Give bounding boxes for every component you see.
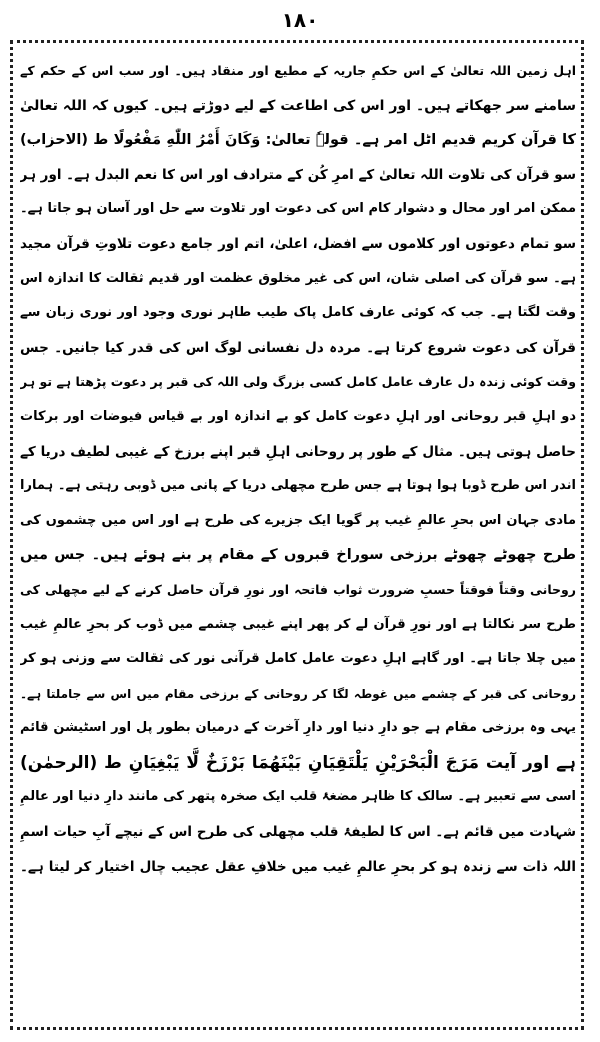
text-line: شہادت میں قائم ہے۔ اس کا لطیفۂ قلب مچھلی کی طرح اس کے نیچے آبِ حیات اسمِ — [20, 824, 576, 841]
text-line: میں چلا جاتا ہے۔ اور گاہے اہلِ دعوت عامل کامل قرآنی نور کی ثقالت سے وزنی ہو کر — [20, 651, 576, 667]
text-line: سامنے سر جھکاتے ہیں۔ اور اس کی اطاعت کے لیے دوڑتے ہیں۔ کیوں کہ اللہ تعالیٰ — [20, 97, 576, 114]
page-text — [20, 54, 576, 1024]
text-line: مادی جہان اس بحرِ عالمِ غیب پر گویا ایک جزیرے کی طرح ہے اور اس میں چشموں کی — [20, 512, 576, 528]
text-line: دو اہلِ قبر روحانی اور اہلِ دعوت کامل کو بے اندازہ اور بے قیاس فیوضات اور برکات — [20, 408, 576, 424]
text-line: حاصل ہوتی ہیں۔ مثال کے طور پر روحانی اہلِ قبر اپنے برزخ کے غیبی لطیف دریا کے — [20, 443, 576, 460]
text-line: ہے۔ سو قرآن کی اصلی شان، اس کی غیر مخلوق عظمت اور قدیم ثقالت کا اندازہ اس — [20, 270, 576, 286]
text-line: اللہ ذات سے زندہ ہو کر بحرِ عالمِ غیب میں خلافِ عقل عجیب چال اختیار کر لیتا ہے۔ — [20, 858, 576, 875]
text-line: قرآن کی دعوت شروع کرتا ہے۔ مردہ دل نفسانی لوگ اس کی قدر کیا جانیں۔ جس — [20, 339, 576, 356]
page-number: ۱۸۰ — [281, 8, 319, 32]
text-line: سو تمام دعوتوں اور کلاموں سے افضل، اعلیٰ، اتم اور جامع دعوت تلاوتِ قرآن مجید — [20, 235, 576, 252]
text-line: وقت لگتا ہے۔ جب کہ کوئی عارف کامل پاک طیب طاہر نوری وجود اور نوری زبان سے — [20, 305, 576, 321]
text-line: طرح چھوٹے چھوٹے برزخی سوراخ قبروں کے مقام پر بنے ہوئے ہیں۔ جس میں — [20, 547, 576, 564]
text-line: اندر اس طرح ڈوبا ہوا ہوتا ہے جس طرح مچھلی دریا کے پانی میں ڈوبی رہتی ہے۔ ہمارا — [20, 478, 576, 494]
text-line: اسی سے تعبیر ہے۔ سالک کا ظاہر مضغۂ قلب ایک صخرہ پتھر کی مانند دارِ دنیا اور عالمِ — [20, 789, 576, 805]
text-line: وقت کوئی زندہ دل عارف عامل کامل کسی بزرگ ولی اللہ کی قبر پر دعوت پڑھتا ہے تو ہر — [20, 374, 576, 390]
text-line: روحانی کی قبر کے چشمے میں غوطہ لگا کر روحانی کے برزخی مقام میں اس سے جاملتا ہے۔ — [20, 686, 576, 701]
text-line: طرح سر نکالتا ہے اور نورِ قرآن لے کر پھر اپنے غیبی چشمے میں ڈوب کر بحرِ عالمِ غیب — [20, 616, 576, 632]
text-line: اہل زمین اللہ تعالیٰ کے اس حکمِ جاریہ کے مطیع اور منقاد ہیں۔ اور سب اس کے حکم کے — [20, 63, 576, 78]
text-line: کا قرآن کریم قدیم اٹل امر ہے۔ قولہٗ تعالیٰ: وَكَانَ أَمْرُ اللّٰهِ مَفْعُولًا ط (الاحزاب) — [20, 132, 576, 149]
text-line: یہی وہ برزخی مقام ہے جو دارِ دنیا اور دارِ آخرت کے درمیان بطور پل اور اسٹیشن قائم — [20, 720, 576, 736]
text-line: روحانی وقتاً فوقتاً حسبِ ضرورت ثواب فاتحہ اور نورِ قرآن حاصل کرنے کے لیے مچھلی کی — [20, 581, 576, 597]
text-line: سو قرآن کی تلاوت اللہ تعالیٰ کے امرِ کُن کے مترادف اور اس کا نعم البدل ہے۔ اور ہر — [20, 166, 576, 183]
text-line: ممکن امر اور محال و دشوار کام اس کی دعوت اور تلاوت سے حل اور آسان ہو جاتا ہے۔ — [20, 201, 576, 217]
text-line: ہے اور آیت مَرَجَ الْبَحْرَيْنِ يَلْتَقِيَانِ بَيْنَهُمَا بَرْزَخٌ لَّا يَبْغِيَانِ ط (الرحمٰن) — [20, 752, 576, 773]
